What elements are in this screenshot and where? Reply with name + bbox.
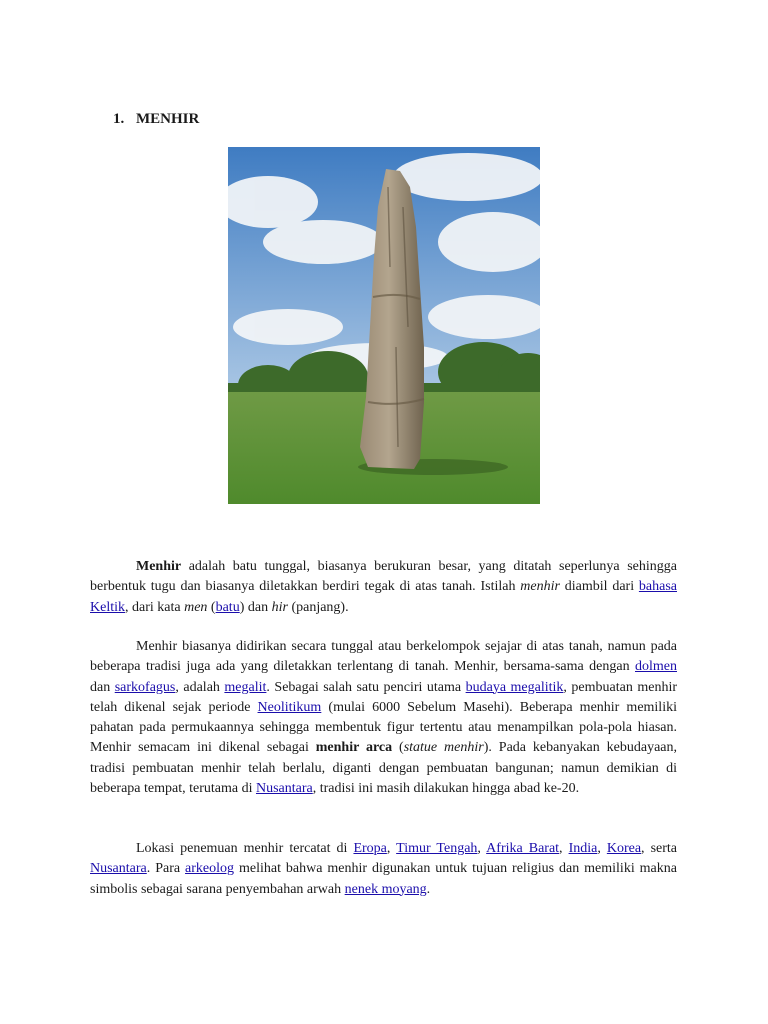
link-india[interactable]: India bbox=[568, 841, 598, 856]
link-megalit[interactable]: megalit bbox=[224, 679, 267, 695]
link-nusantara-2[interactable]: Nusantara bbox=[90, 861, 147, 877]
link-dolmen[interactable]: dolmen bbox=[635, 659, 677, 675]
term-menhir: Menhir bbox=[136, 559, 182, 574]
link-afrika-barat[interactable]: Afrika Barat bbox=[486, 841, 560, 856]
link-sarkofagus[interactable]: sarkofagus bbox=[114, 679, 176, 695]
heading-title: MENHIR bbox=[136, 111, 200, 127]
menhir-photo bbox=[228, 147, 540, 504]
link-batu[interactable]: batu bbox=[215, 599, 240, 615]
heading-number: 1. bbox=[113, 111, 125, 127]
paragraph-description: Menhir biasanya didirikan secara tunggal atau berkelompok sejajar di atas tanah, namun pada beberapa tradisi juga ada yang diletakkan terlentang di tanah. Menhir, bersama-sama dengan dolmen dan sarkofagus, adalah megalit. Sebagai salah satu penciri utama budaya megalitik, pembuatan menhir telah dikenal sejak periode Neolitikum (mulai 6000 Sebelum Masehi). Beberapa menhir memiliki pahatan pada permukaannya sehingga membentuk figur tertentu atau menampilkan pola-pola hiasan. Menhir semacam ini dikenal sebagai menhir arca (statue menhir). Pada kebanyakan kebudayaan, tradisi pembuatan menhir telah berlalu, diganti dengan pembuatan bangunan; namun demikian di beberapa tempat, terutama di Nusantara, tradisi ini masih dilakukan hingga abad ke-20. bbox=[90, 639, 677, 797]
paragraph-definition: Menhir adalah batu tunggal, biasanya berukuran besar, yang ditatah seperlunya sehingga berbentuk tugu dan biasanya diletakkan berdiri tegak di atas tanah. Istilah menhir diambil dari bahasa Keltik, dari kata men (batu) dan hir (panjang). bbox=[90, 559, 677, 615]
link-korea[interactable]: Korea bbox=[606, 841, 642, 856]
link-nenek-moyang[interactable]: nenek moyang bbox=[344, 881, 427, 897]
section-heading bbox=[113, 111, 199, 128]
link-timur-tengah[interactable]: Timur Tengah bbox=[396, 841, 478, 856]
link-budaya-megalitik[interactable]: budaya megalitik bbox=[465, 679, 564, 695]
link-eropa[interactable]: Eropa bbox=[353, 841, 387, 856]
link-nusantara[interactable]: Nusantara bbox=[255, 781, 313, 797]
link-bahasa-keltik[interactable]: bahasa Keltik bbox=[90, 579, 677, 615]
paragraph-locations: Lokasi penemuan menhir tercatat di Eropa, Timur Tengah, Afrika Barat, India, Korea, serta Nusantara. Para arkeolog melihat bahwa menhir digunakan untuk tujuan religius dan memiliki makna simbolis sebagai sarana penyembahan arwah nenek moyang. bbox=[90, 841, 677, 897]
link-arkeolog[interactable]: arkeolog bbox=[185, 861, 235, 877]
term-menhir-arca: menhir arca bbox=[315, 740, 393, 756]
link-neolitikum[interactable]: Neolitikum bbox=[257, 699, 322, 715]
